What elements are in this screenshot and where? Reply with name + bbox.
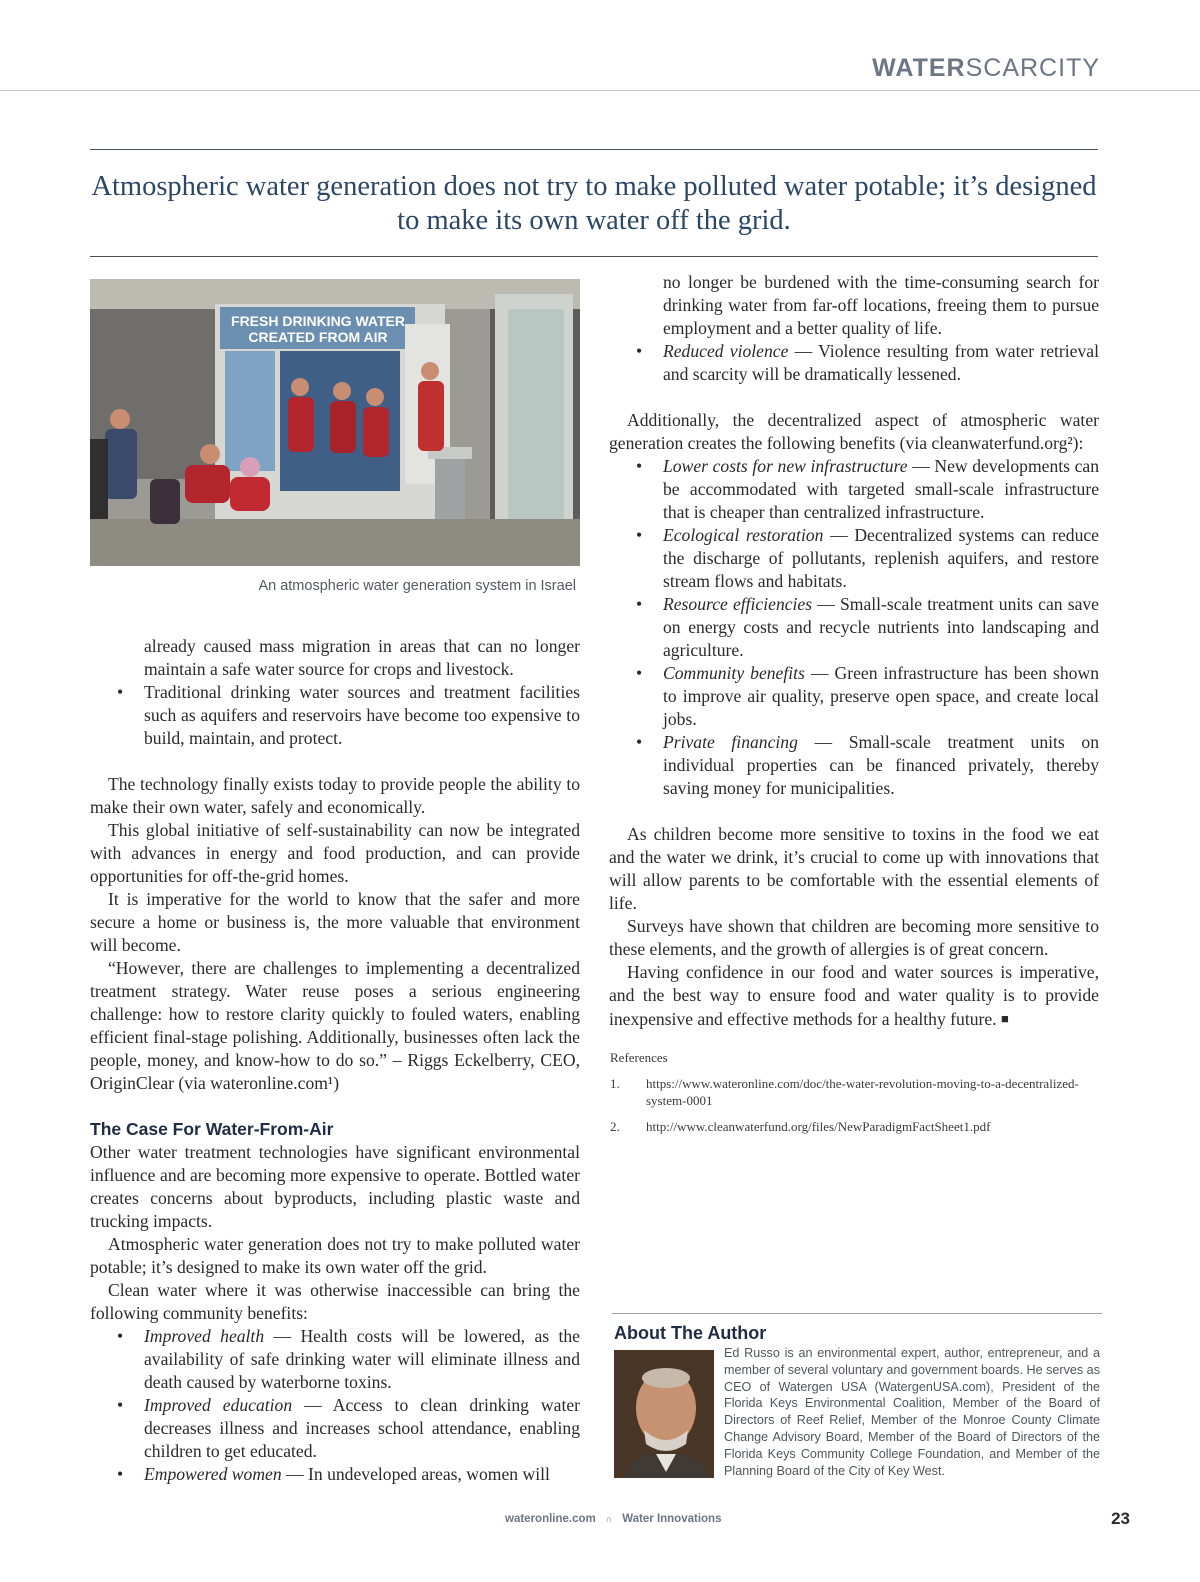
reference-item bbox=[610, 1075, 1100, 1109]
list-item: • Traditional drinking water sources and treatment facilities such as aquifers and reservoirs have become too expensive to build, maintain, and protect. bbox=[90, 681, 580, 750]
pull-quote: Atmospheric water generation does not try to make polluted water potable; it’s designed to make its own water off the grid. bbox=[91, 171, 1097, 236]
author-bio: Ed Russo is an environmental expert, author, entrepreneur, and a member of several voluntary and government boards. He serves as CEO of Watergen USA (WatergenUSA.com), President of the Florida Keys Environmental Coalition, Member of the Board of Directors of Reef Relief, Member of the Monroe County Climate Change Advisory Board, Member of the Board of Directors of the Florida Keys Community College Foundation, and Member of the Planning Board of the City of Key West. bbox=[724, 1346, 1100, 1478]
body-paragraph: Atmospheric water generation does not try to make polluted water potable; it’s designed to make its own water off the grid. bbox=[90, 1234, 580, 1277]
reference-item bbox=[610, 1118, 1100, 1135]
list-item-term: Improved education bbox=[144, 1395, 293, 1415]
spacer bbox=[609, 800, 1099, 823]
list-item-term: Private financing bbox=[663, 732, 798, 752]
list-item-term: Resource efficiencies bbox=[663, 594, 813, 614]
left-continued-paragraph: already caused mass migration in areas that can no longer maintain a safe water source for crops and livestock. bbox=[144, 636, 580, 679]
references-title: References bbox=[610, 1050, 668, 1065]
closing-paragraph-text: Having confidence in our food and water sources is imperative, and the best way to ensure food and water quality is to provide inexpensive and effective methods for a healthy future. bbox=[609, 962, 1099, 1029]
body-paragraph: As children become more sensitive to toxins in the food we eat and the water we drink, it’s crucial to come up with innovations that will allow parents to be comfortable with the essential elements of life. bbox=[609, 824, 1099, 913]
footer-site: wateronline.com bbox=[505, 1513, 596, 1525]
list-item bbox=[609, 662, 1099, 731]
list-item-text: — Decentralized systems can reduce the discharge of pollutants, replenish aquifers, and restore stream flows and habitats. bbox=[663, 525, 1099, 591]
sign-line1: FRESH DRINKING WATER bbox=[231, 313, 405, 329]
right-continued-paragraph: no longer be burdened with the time-consuming search for drinking water from far-off locations, freeing them to pursue employment and a better quality of life. bbox=[663, 272, 1099, 338]
list-item bbox=[609, 593, 1099, 662]
footer-publication: Water Innovations bbox=[622, 1513, 722, 1525]
page-number: 23 bbox=[1111, 1509, 1130, 1528]
footer-separator-icon: ∩ bbox=[605, 1514, 613, 1524]
body-paragraph: Clean water where it was otherwise inaccessible can bring the following community benefits: bbox=[90, 1280, 580, 1323]
list-item bbox=[90, 1325, 580, 1394]
list-item-term: Lower costs for new infrastructure bbox=[663, 456, 908, 476]
list-item-text: — Small-scale treatment units on individual properties can be financed privately, thereby saving money for municipalities. bbox=[663, 732, 1099, 798]
left-column bbox=[90, 635, 580, 1486]
list-item-term: Empowered women bbox=[144, 1464, 282, 1484]
list-item-term: Ecological restoration bbox=[663, 525, 824, 545]
body-paragraph: Other water treatment technologies have significant environmental influence and are becoming more expensive to operate. Bottled water creates concerns about byproducts, including plastic waste and trucking impacts. bbox=[90, 1142, 580, 1231]
spacer bbox=[90, 1095, 580, 1118]
end-mark-icon: ■ bbox=[1000, 1011, 1009, 1026]
right-bullet-list-top bbox=[609, 340, 1099, 386]
body-paragraph: Additionally, the decentralized aspect of atmospheric water generation creates the following benefits (via cleanwaterfund.org²): bbox=[609, 410, 1099, 453]
list-item bbox=[609, 340, 1099, 386]
right-column bbox=[609, 271, 1099, 1031]
body-paragraph: The technology finally exists today to provide people the ability to make their own water, safely and economically. bbox=[90, 774, 580, 817]
list-item-term: Improved health bbox=[144, 1326, 265, 1346]
list-item-text: — Health costs will be lowered, as the availability of safe drinking water will eliminate illness and death caused by waterborne toxins. bbox=[144, 1326, 580, 1392]
left-bullet-list-top bbox=[90, 681, 580, 750]
photo-caption: An atmospheric water generation system in Israel bbox=[258, 578, 576, 594]
list-item-text: — Small-scale treatment units can save on energy costs and recycle nutrients into landscaping and agriculture. bbox=[663, 594, 1099, 660]
pull-quote-bottom-rule bbox=[90, 256, 1098, 257]
article-photo bbox=[90, 279, 580, 566]
reference-number: 1. bbox=[610, 1076, 620, 1091]
about-divider bbox=[612, 1313, 1102, 1314]
reference-link[interactable]: https://www.wateronline.com/doc/the-water-revolution-moving-to-a-decentralized-system-0001 bbox=[646, 1076, 1079, 1108]
community-benefits-list bbox=[90, 1325, 580, 1486]
list-item-term: Community benefits bbox=[663, 663, 805, 683]
list-item bbox=[609, 455, 1099, 524]
list-item-term: Reduced violence bbox=[663, 341, 789, 361]
body-paragraph bbox=[609, 961, 1099, 1031]
footer bbox=[505, 1513, 721, 1525]
list-item bbox=[90, 1463, 580, 1486]
reference-number: 2. bbox=[610, 1119, 620, 1134]
pull-quote-top-rule bbox=[90, 149, 1098, 150]
list-item-text: — Green infrastructure has been shown to improve air quality, preserve open space, and create local jobs. bbox=[663, 663, 1099, 729]
section-label-light: SCARCITY bbox=[965, 54, 1100, 82]
decentralized-benefits-list bbox=[609, 455, 1099, 800]
sign-line2: CREATED FROM AIR bbox=[248, 329, 388, 345]
section-label-bold: WATER bbox=[872, 54, 966, 82]
list-item bbox=[609, 731, 1099, 800]
list-item-text: — New developments can be accommodated with targeted small-scale infrastructure that is cheaper than centralized infrastructure. bbox=[663, 456, 1100, 522]
body-paragraph: This global initiative of self-sustainability can now be integrated with advances in energy and food production, and can provide opportunities for off-the-grid homes. bbox=[90, 820, 580, 886]
about-title: About The Author bbox=[614, 1323, 767, 1343]
list-item bbox=[609, 524, 1099, 593]
header-divider bbox=[0, 90, 1200, 91]
section-heading: The Case For Water-From-Air bbox=[90, 1119, 334, 1139]
spacer bbox=[90, 750, 580, 773]
quote-paragraph: “However, there are challenges to implementing a decentralized treatment strategy. Water reuse poses a serious engineering challenge: how to restore clarity quickly to fouled waters, enabling efficient final-stage polishing. Additionally, businesses often lack the people, money, and know-how to do so.” – Riggs Eckelberry, CEO, OriginClear (via wateronline.com¹) bbox=[90, 958, 580, 1093]
references bbox=[610, 1050, 1100, 1144]
list-item-text: — Violence resulting from water retrieval and scarcity will be dramatically lessened. bbox=[663, 341, 1099, 384]
body-paragraph: Surveys have shown that children are becoming more sensitive to these elements, and the growth of allergies is of great concern. bbox=[609, 916, 1099, 959]
list-item-text: — Access to clean drinking water decreases illness and increases school attendance, enabling children to get educated. bbox=[144, 1395, 581, 1461]
list-item bbox=[90, 1394, 580, 1463]
reference-link[interactable]: http://www.cleanwaterfund.org/files/NewParadigmFactSheet1.pdf bbox=[646, 1119, 991, 1134]
spacer bbox=[609, 386, 1099, 409]
list-item-text: — In undeveloped areas, women will bbox=[281, 1464, 550, 1484]
author-photo bbox=[614, 1350, 714, 1478]
section-label bbox=[872, 54, 1100, 83]
body-paragraph: It is imperative for the world to know that the safer and more secure a home or business is, the more valuable that environment will become. bbox=[90, 889, 580, 955]
